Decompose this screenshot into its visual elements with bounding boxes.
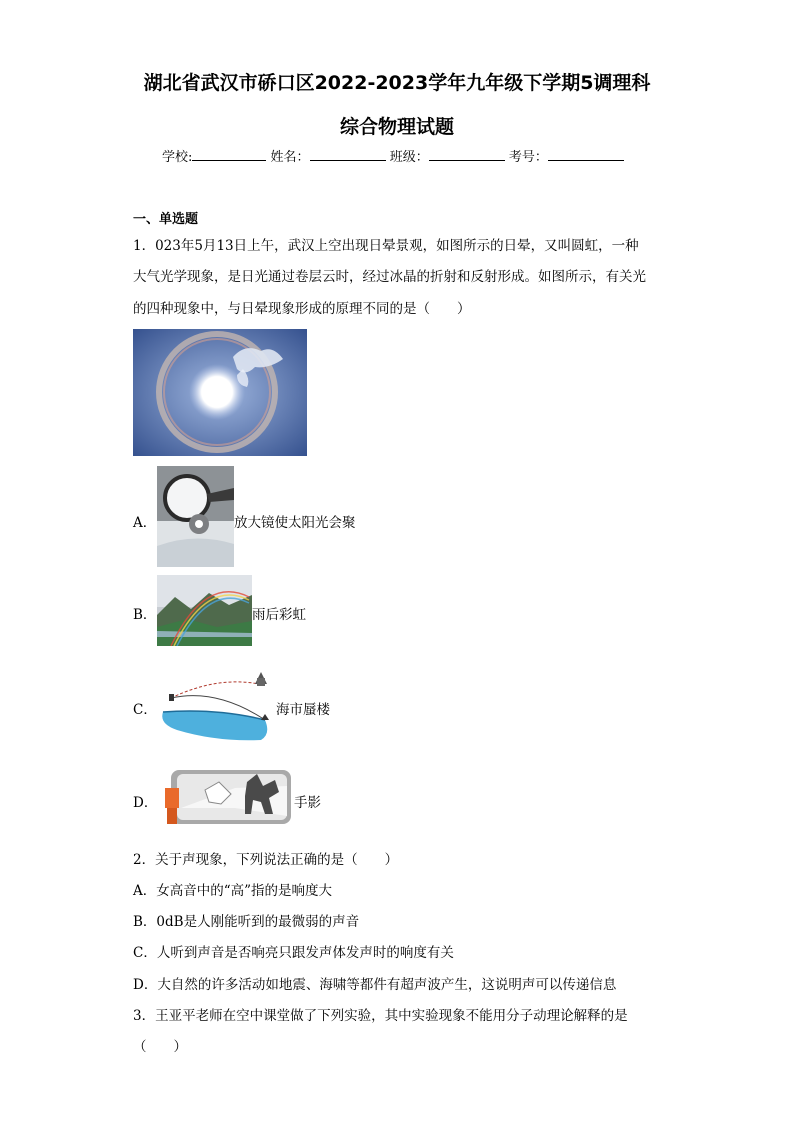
name-blank [310,147,386,161]
q1-line3: 的四种现象中，与日晕现象形成的原理不同的是（ ） [133,301,471,317]
option-c-letter: C． [133,702,157,718]
option-b-text: 雨后彩虹 [252,607,306,623]
option-d-text: 手影 [294,795,321,811]
q3-line2: （ ） [133,1039,187,1055]
school-label: 学校: [162,150,193,165]
rainbow-photo [157,575,252,646]
magnifier-photo [157,466,234,567]
q2-option-b[interactable]: B．0dB是人刚能听到的最微弱的声音 [133,914,360,930]
school-blank [192,147,266,161]
option-d-letter: D． [133,795,158,811]
q1-option-c[interactable] [133,698,157,718]
option-b-letter: B． [133,607,157,623]
name-label: 姓名： [270,150,310,165]
q3-line1: 3．王亚平老师在空中课堂做了下列实验，其中实验现象不能用分子动理论解释的是 [133,1008,628,1024]
q1-line2: 大气光学现象，是日光通过卷层云时，经过冰晶的折射和反射形成。如图所示，有关光 [133,269,646,285]
q1-option-b[interactable] [133,603,156,623]
exam-title-line2: 综合物理试题 [339,116,454,138]
option-a-text: 放大镜使太阳光会聚 [234,515,356,531]
class-blank [429,147,505,161]
number-label: 考号： [508,150,548,165]
q2-option-a[interactable]: A．女高音中的“高”指的是响度大 [133,883,333,899]
option-c-text: 海市蜃楼 [276,702,330,718]
q1-line1: 1．023年5月13日上午，武汉上空出现日晕景观，如图所示的日晕，又叫圆虹，一种 [133,238,639,254]
class-label: 班级： [389,150,429,165]
q1-option-a[interactable] [133,511,156,531]
hand-shadow-diagram [161,768,293,826]
student-info-row [162,146,624,165]
q2-stem: 2．关于声现象，下列说法正确的是（ ） [133,852,399,868]
number-blank [548,147,624,161]
option-a-letter: A． [133,515,157,531]
q2-option-c[interactable]: C．人听到声音是否响亮只跟发声体发声时的响度有关 [133,945,454,961]
section-heading: 一、单选题 [133,212,199,227]
mirage-diagram [157,668,273,746]
sun-halo-photo [133,329,307,456]
exam-title-line1: 湖北省武汉市硚口区2022-2023学年九年级下学期5调理科 [143,72,651,94]
q2-option-d[interactable]: D．大自然的许多活动如地震、海啸等都件有超声波产生，这说明声可以传递信息 [133,977,617,993]
q1-option-d[interactable] [133,791,157,811]
